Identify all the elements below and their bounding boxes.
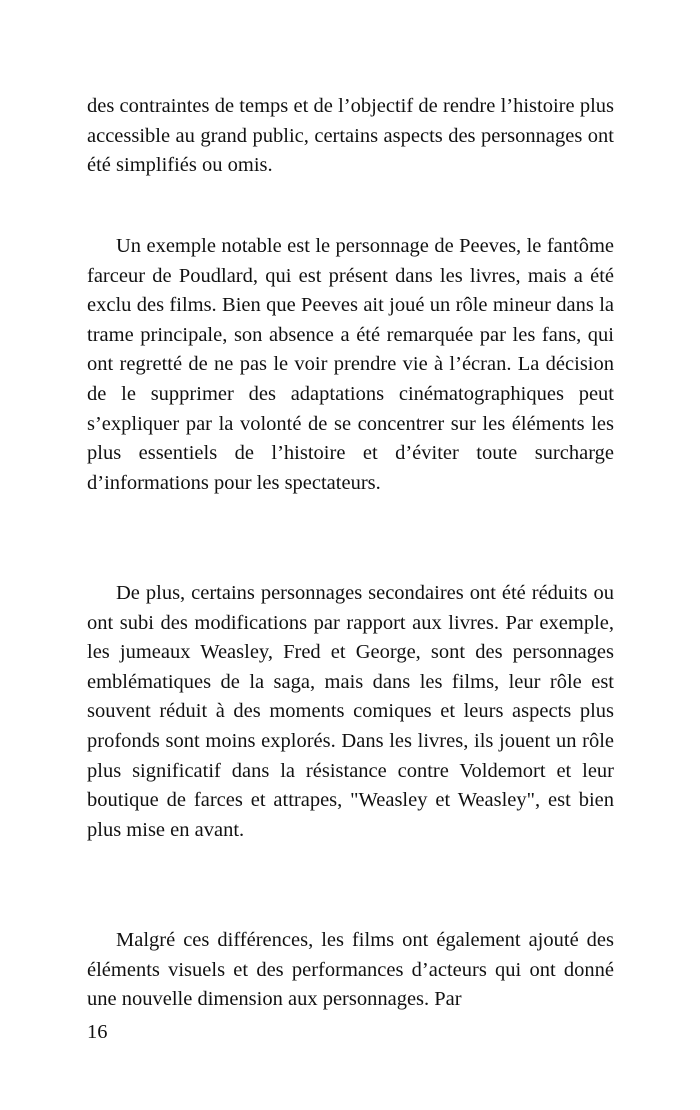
paragraph-continued: des contraintes de temps et de l’objectif de rendre l’histoire plus accessible au grand public, certains aspects des personnages ont été simplifiés ou omis. (87, 95, 614, 177)
paragraph-peeves: Un exemple notable est le personnage de Peeves, le fantôme farceur de Poudlard, qui est présent dans les livres, mais a été exclu des films. Bien que Peeves ait joué un rôle mineur dans la trame principale, son absence a été remarquée par les fans, qui ont regretté de ne pas le voir prendre vie à l’écran. La décision de le supprimer des adaptations cinématographiques peut s’expliquer par la volonté de se concentrer sur les éléments les plus essentiels de l’histoire et d’éviter toute surcharge d’informations pour les spectateurs. (87, 235, 614, 494)
page-number: 16 (87, 1021, 108, 1043)
paragraph-weasley-twins: De plus, certains personnages secondaires ont été réduits ou ont subi des modifications par rapport aux livres. Par exemple, les jumeaux Weasley, Fred et George, sont des personnages emblématiques de la saga, mais dans les films, leur rôle est souvent réduit à des moments comiques et leurs aspects plus profonds sont moins explorés. Dans les livres, ils jouent un rôle plus significatif dans la résistance contre Voldemort et leur boutique de farces et attrapes, "Weasley et Weasley", est bien plus mise en avant. (87, 582, 614, 841)
paragraph-differences: Malgré ces différences, les films ont également ajouté des éléments visuels et des performances d’acteurs qui ont donné une nouvelle dimension aux personnages. Par (87, 929, 614, 1011)
